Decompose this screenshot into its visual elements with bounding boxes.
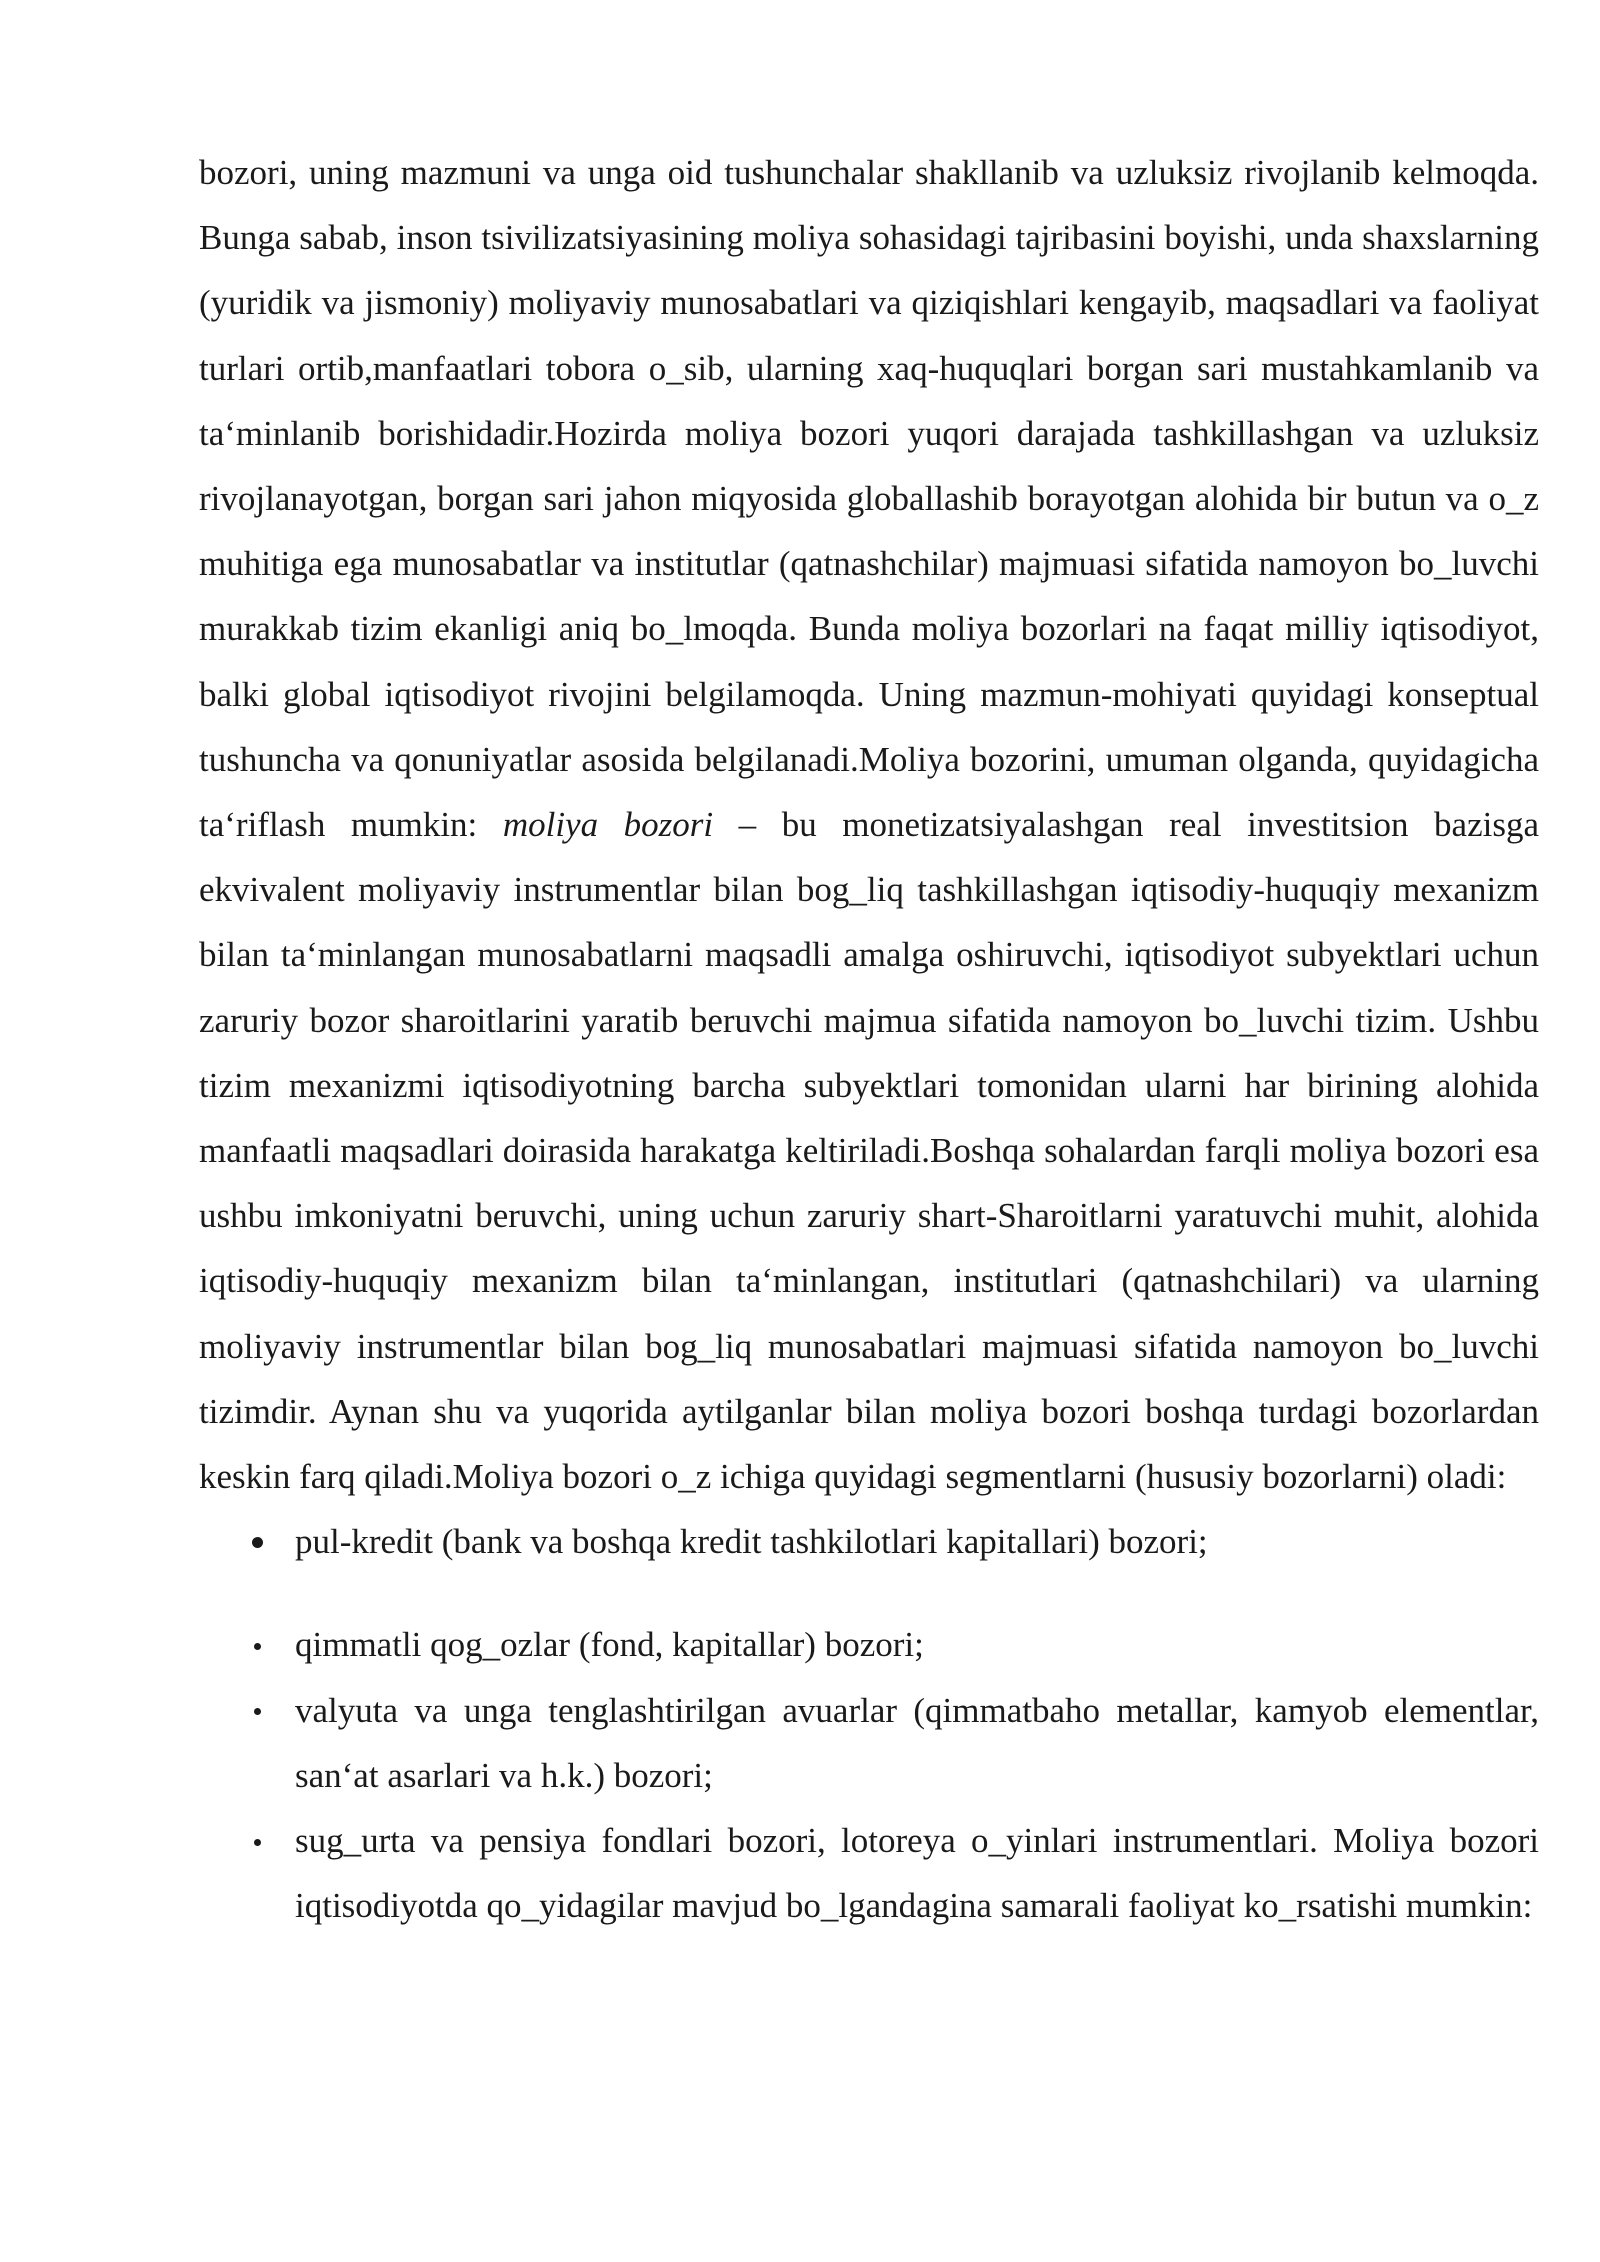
bullet-icon [247,1678,267,1743]
segment-list [199,1509,1539,1938]
paragraph-text-after-definition: – bu monetizatsiyalashgan real investitsion bazisga ekvivalent moliyaviy instrumentlar bilan bog_liq tashkillashgan iqtisodiy-huquqiy mexanizm bilan ta‘minlangan munosabatlarni maqsadli amalga oshiruvchi, iqtisodiyot subyektlari uchun zaruriy bozor sharoitlarini yaratib beruvchi majmua sifatida namoyon bo_luvchi tizim. Ushbu tizim mexanizmi iqtisodiyotning barcha subyektlari tomonidan ularni har birining alohida manfaatli maqsadlari doirasida harakatga keltiriladi.Boshqa sohalardan farqli moliya bozori esa ushbu imkoniyatni beruvchi, uning uchun zaruriy shart-Sharoitlarni yaratuvchi muhit, alohida iqtisodiy-huquqiy mexanizm bilan ta‘minlangan, institutlari (qatnashchilari) va ularning moliyaviy instrumentlar bilan bog_liq munosabatlari majmuasi sifatida namoyon bo_luvchi tizimdir. Aynan shu va yuqorida aytilganlar bilan moliya bozori boshqa turdagi bozorlardan keskin farq qiladi.Moliya bozori o_z ichiga quyidagi segmentlarni (hususiy bozorlarni) oladi: [199,805,1539,1497]
list-item-text: valyuta va unga tenglashtirilgan avuarlar (qimmatbaho metallar, kamyob elementlar, san‘at asarlari va h.k.) bozori; [295,1690,1539,1795]
defined-term: moliya bozori [502,805,714,845]
list-item-text: sug_urta va pensiya fondlari bozori, lotoreya o_yinlari instrumentlari. Moliya bozori iqtisodiyotda qo_yidagilar mavjud bo_lgandagina samarali faoliyat ko_rsatishi mumkin: [295,1821,1539,1926]
list-item-text: qimmatli qog_ozlar (fond, kapitallar) bozori; [295,1625,924,1665]
bullet-icon [247,1808,267,1873]
list-item [199,1509,1539,1574]
bullet-icon [247,1612,267,1677]
list-item [199,1808,1539,1938]
bullet-icon [247,1509,267,1574]
document-page [199,140,1539,1938]
paragraph-text-before-definition: bozori, uning mazmuni va unga oid tushunchalar shakllanib va uzluksiz rivojlanib kelmoqda. Bunga sabab, inson tsivilizatsiyasining moliya sohasidagi tajribasini boyishi, unda shaxslarning (yuridik va jismoniy) moliyaviy munosabatlari va qiziqishlari kengayib, maqsadlari va faoliyat turlari ortib,manfaatlari tobora o_sib, ularning xaq-huquqlari borgan sari mustahkamlanib va ta‘minlanib borishidadir.Hozirda moliya bozori yuqori darajada tashkillashgan va uzluksiz rivojlanayotgan, borgan sari jahon miqyosida globallashib borayotgan alohida bir butun va o_z muhitiga ega munosabatlar va institutlar (qatnashchilar) majmuasi sifatida namoyon bo_luvchi murakkab tizim ekanligi aniq bo_lmoqda. Bunda moliya bozorlari na faqat milliy iqtisodiyot, balki global iqtisodiyot rivojini belgilamoqda. Uning mazmun-mohiyati quyidagi konseptual tushuncha va qonuniyatlar asosida belgilanadi.Moliya bozorini, umuman olganda, quyidagicha ta‘riflash mumkin: [199,153,1539,845]
list-item-text: pul-kredit (bank va boshqa kredit tashkilotlari kapitallari) bozori; [295,1522,1208,1562]
list-item [199,1678,1539,1808]
list-item [199,1612,1539,1677]
body-paragraph [199,140,1539,1509]
